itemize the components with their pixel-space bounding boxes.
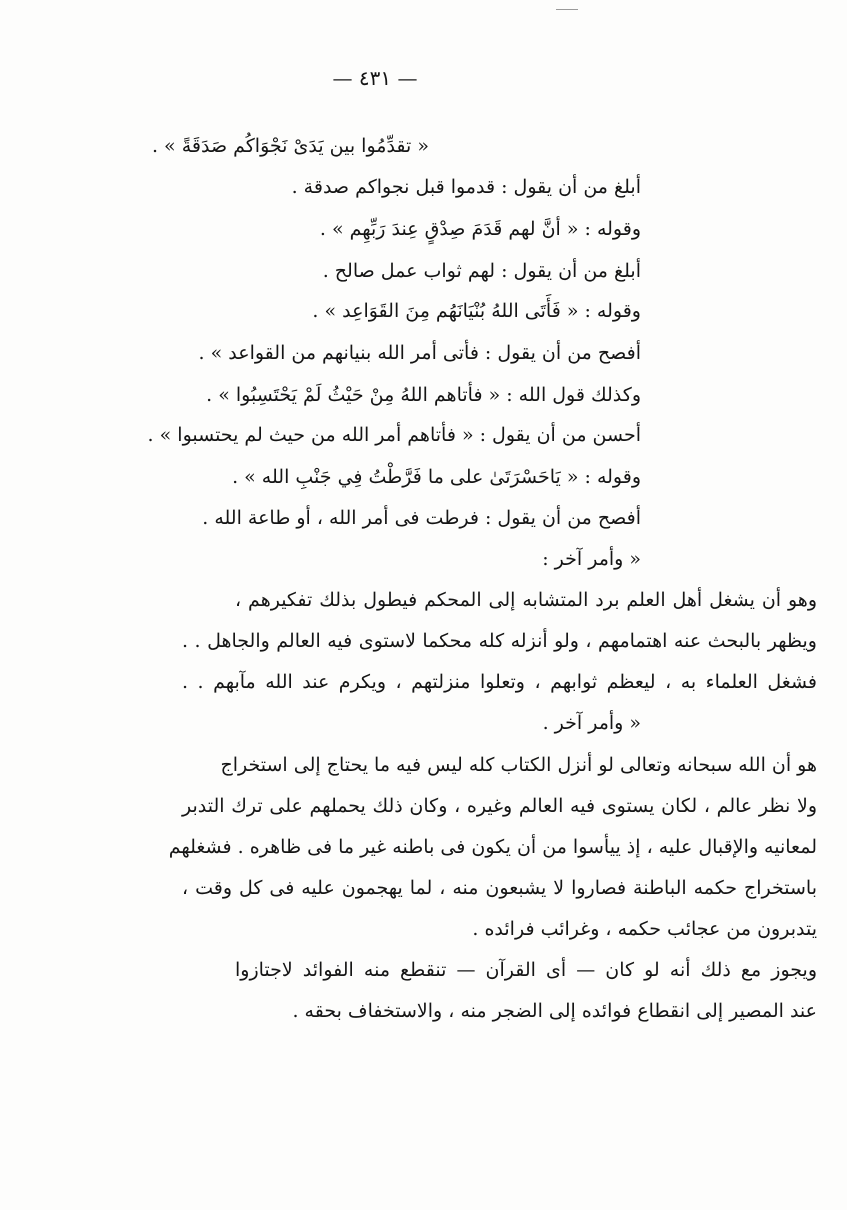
text-line: يتدبرون من عجائب حكمه ، وغرائب فرائده .	[472, 918, 817, 940]
text-line: أحسن من أن يقول : « فأتاهم أمر الله من حيث لم يحتسبوا » .	[147, 424, 641, 446]
text-line: ويجوز مع ذلك أنه لو كان — أى القرآن — تنقطع منه الفوائد لاجتازوا	[235, 959, 817, 981]
text-line: أفصح من أن يقول : فأتى أمر الله بنيانهم من القواعد » .	[198, 342, 641, 364]
page-number: — ٤٣١ —	[332, 66, 418, 90]
text-line: ويظهر بالبحث عنه اهتمامهم ، ولو أنزله كله محكما لاستوى فيه العالم والجاهل . .	[182, 630, 817, 652]
text-line: هو أن الله سبحانه وتعالى لو أنزل الكتاب كله ليس فيه ما يحتاج إلى استخراج	[220, 754, 817, 776]
text-line: « تقدِّمُوا بين يَدَىْ نَجْوَاكُم صَدَقَةً » .	[151, 135, 429, 157]
text-line: عند المصير إلى انقطاع فوائده إلى الضجر منه ، والاستخفاف بحقه .	[292, 1000, 817, 1022]
scan-mark	[556, 9, 578, 10]
text-line: ولا نظر عالم ، لكان يستوى فيه العالم وغيره ، وكان ذلك يحملهم على ترك التدبر	[182, 795, 817, 817]
text-line: وكذلك قول الله : « فأتاهم اللهُ مِنْ حَيْثُ لَمْ يَحْتَسِبُوا » .	[206, 384, 641, 406]
text-line: لمعانيه والإقبال عليه ، إذ ييأسوا من أن يكون فى باطنه غير ما فى ظاهره . فشغلهم	[168, 836, 817, 858]
text-line: وقوله : « يَاحَسْرَتَىٰ على ما فَرَّطْتُ فِي جَنْبِ الله » .	[232, 466, 641, 488]
text-line: وقوله : « أنَّ لهم قَدَمَ صِدْقٍ عِندَ رَبِّهِم » .	[319, 218, 641, 240]
text-line: أبلغ من أن يقول : لهم ثواب عمل صالح .	[322, 260, 641, 282]
text-line: فشغل العلماء به ، ليعظم ثوابهم ، وتعلوا منزلتهم ، ويكرم عند الله مآبهم . .	[182, 671, 817, 693]
text-line: وهو أن يشغل أهل العلم برد المتشابه إلى المحكم فيطول بذلك تفكيرهم ،	[235, 589, 817, 611]
text-line: وقوله : « فَأَتَى اللهُ بُنْيَانَهُم مِنَ القَوَاعِد » .	[312, 300, 641, 322]
text-line: أبلغ من أن يقول : قدموا قبل نجواكم صدقة .	[291, 176, 641, 198]
text-line: باستخراج حكمه الباطنة فصاروا لا يشبعون منه ، لما يهجمون عليه فى كل وقت ،	[182, 877, 817, 899]
text-line: « وأمر آخر .	[542, 712, 641, 734]
text-line: أفصح من أن يقول : فرطت فى أمر الله ، أو طاعة الله .	[202, 507, 641, 529]
text-line: « وأمر آخر :	[542, 548, 641, 570]
